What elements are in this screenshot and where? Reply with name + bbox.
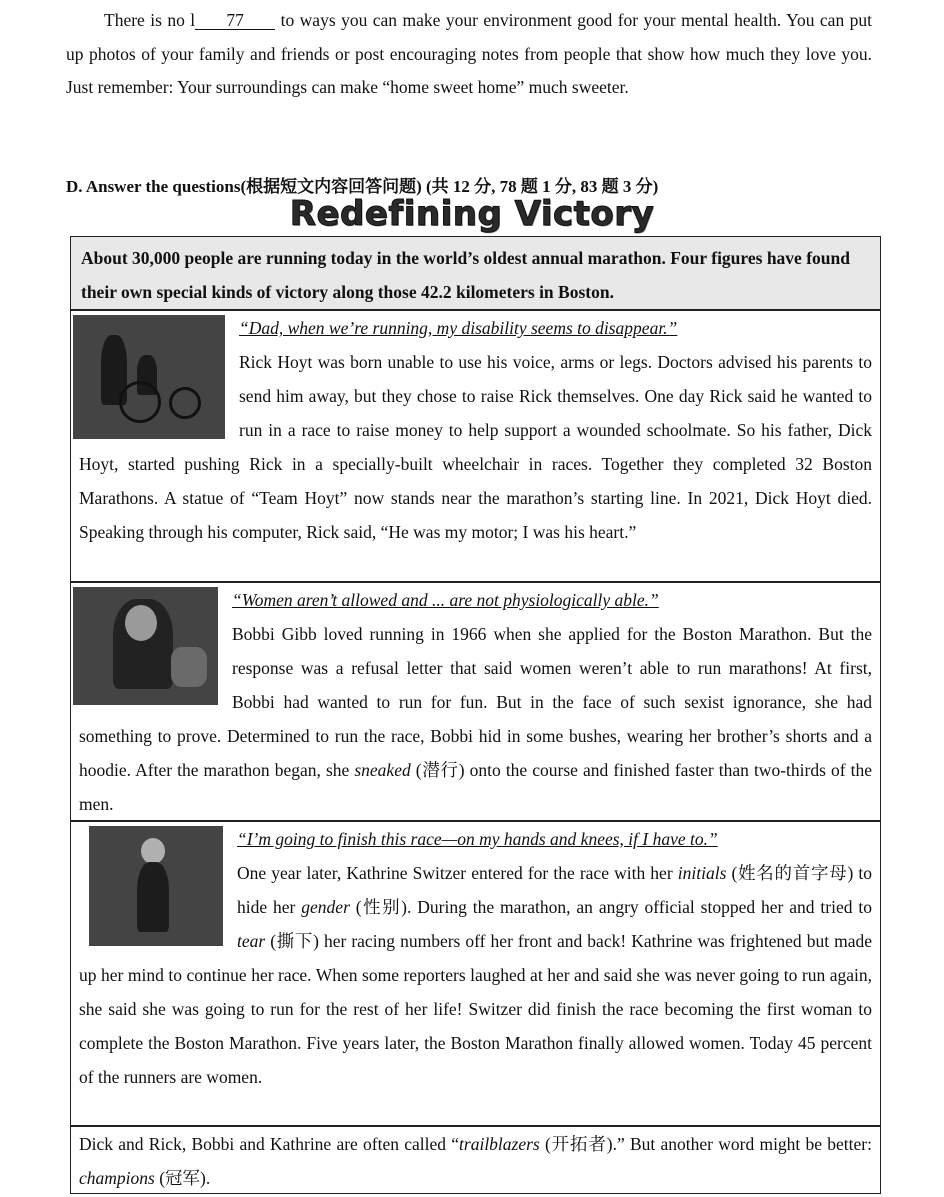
section-heading-cn: (根据短文内容回答问题) (共 12 分, 78 题 1 分, 83 题 3 分) xyxy=(240,177,659,196)
story-hoyt-quote: “Dad, when we’re running, my disability seems to disappear.” xyxy=(239,318,678,338)
article-closing xyxy=(70,1126,881,1194)
section-heading-en: D. Answer the questions xyxy=(66,177,241,196)
article-lead: About 30,000 people are running today in the world’s oldest annual marathon. Four figures have found their own special kinds of victory along those 42.2 kilometers in Boston. xyxy=(70,236,881,310)
story-switzer-em-tear: tear xyxy=(237,931,266,951)
story-gibb xyxy=(70,582,881,821)
story-gibb-text-a: Bobbi Gibb loved running in 1966 when she applied for the Boston Marathon. But the response was a refusal letter that said women weren’t able to run marathons! At first, Bobbi had wanted to run for fun. But in the face of such sexist ignorance, she had something to prove. Determined to run the race, Bobbi hid in some bushes, wearing her brother’s shorts and a hoodie. After the marathon began, she xyxy=(79,624,872,780)
story-gibb-quote: “Women aren’t allowed and ... are not physiologically able.” xyxy=(232,590,659,610)
story-hoyt-text: Rick Hoyt was born unable to use his voice, arms or legs. Doctors advised his parents to send him away, but they chose to raise Rick themselves. One day Rick said he wanted to run in a race to raise money to help support a wounded schoolmate. So his father, Dick Hoyt, started pushing Rick in a specially-built wheelchair in races. Together they completed 32 Boston Marathons. A statue of “Team Hoyt” now stands near the marathon’s starting line. In 2021, Dick Hoyt died. Speaking through his computer, Rick said, “He was my motor; I was his heart.” xyxy=(79,352,872,542)
story-switzer-t3: (性别). During the marathon, an angry official stopped her and tried to xyxy=(349,897,872,917)
story-switzer xyxy=(70,821,881,1126)
intro-after-blank: to ways you can make your environment good for your mental health. You can put up photos of your family and friends or post encouraging notes from people that show how much they love you. Just remember: Your surroundings can make “home sweet home” much sweeter. xyxy=(66,10,872,97)
closing-t3: (冠军). xyxy=(154,1168,211,1188)
closing-t1: Dick and Rick, Bobbi and Kathrine are often called “ xyxy=(79,1134,460,1154)
intro-paragraph xyxy=(66,4,872,105)
story-switzer-t4: (撕下) her racing numbers off her front and back! Kathrine was frightened but made up her mind to continue her race. When some reporters laughed at her and said she was never going to run again, she said she was going to run for the rest of her life! Switzer did finish the race becoming the first woman to complete the Boston Marathon. Five years later, the Boston Marathon finally allowed women. Today 45 percent of the runners are women. xyxy=(79,931,872,1087)
story-switzer-t2: (姓名的首字母) to hide her xyxy=(237,863,872,917)
story-gibb-text-b: (潜行) onto the course and finished faster than two-thirds of the men. xyxy=(79,760,872,814)
closing-em-champions: champions xyxy=(79,1168,155,1188)
closing-em-trailblazers: trailblazers xyxy=(459,1134,540,1154)
closing-t2: (开拓者).” But another word might be better: xyxy=(539,1134,872,1154)
photo-kathrine-switzer xyxy=(89,826,223,946)
article-title: Redefining Victory xyxy=(289,194,655,234)
intro-before-blank: There is no l xyxy=(104,10,196,30)
photo-bobbi-gibb xyxy=(73,587,218,705)
story-hoyt xyxy=(70,310,881,582)
answer-blank[interactable]: 77 xyxy=(195,11,275,30)
photo-team-hoyt xyxy=(73,315,225,439)
story-switzer-em-gender: gender xyxy=(301,897,350,917)
story-switzer-em-initials: initials xyxy=(677,863,727,883)
story-gibb-em: sneaked xyxy=(354,760,411,780)
story-switzer-quote: “I’m going to finish this race—on my hands and knees, if I have to.” xyxy=(237,829,718,849)
story-switzer-t1: One year later, Kathrine Switzer entered for the race with her xyxy=(237,863,678,883)
